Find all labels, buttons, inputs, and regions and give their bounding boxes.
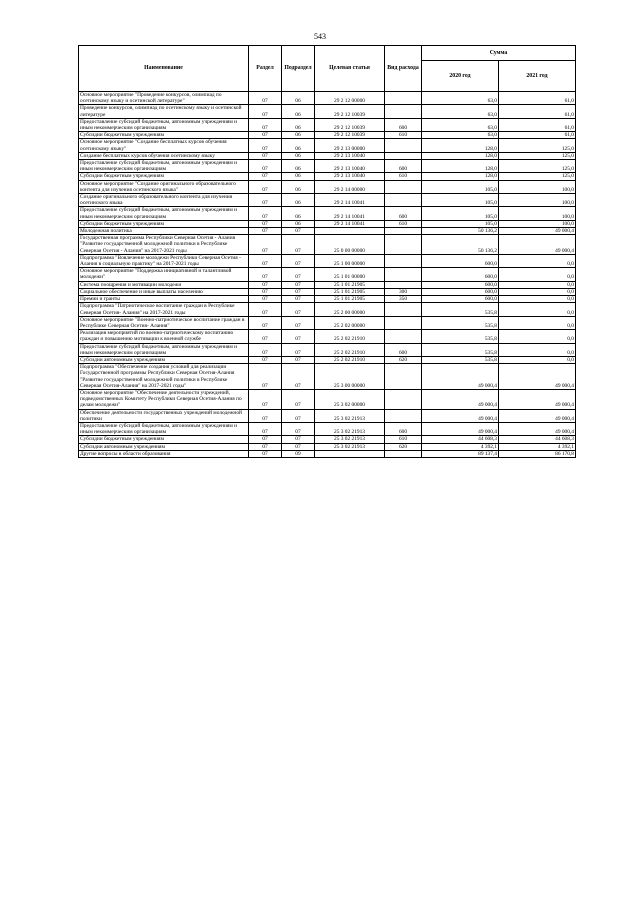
- cell-section: 07: [249, 228, 282, 235]
- cell-section: 07: [249, 356, 282, 363]
- cell-target: 25 3 00 00000: [315, 364, 385, 390]
- cell-expense-type: 600: [385, 118, 422, 131]
- cell-target: 29 2 12 10039: [315, 105, 385, 118]
- cell-section: 07: [249, 436, 282, 443]
- table-row: [79, 316, 576, 329]
- cell-sum-2021: 49 000,4: [499, 389, 576, 409]
- cell-target: 29 2 13 10040: [315, 160, 385, 173]
- cell-section: 07: [249, 389, 282, 409]
- cell-expense-type: 600: [385, 422, 422, 435]
- cell-expense-type: [385, 330, 422, 343]
- cell-sum-2020: 105,0: [422, 220, 499, 227]
- table-row: [79, 443, 576, 450]
- cell-section: 07: [249, 364, 282, 390]
- cell-subsection: 07: [282, 303, 315, 316]
- cell-name: Обеспечение деятельности государственных учреждений молодежной политики: [79, 409, 249, 422]
- cell-sum-2020: 535,8: [422, 330, 499, 343]
- cell-target: 25 2 02 21910: [315, 356, 385, 363]
- cell-section: 07: [249, 281, 282, 288]
- cell-section: 07: [249, 194, 282, 207]
- cell-subsection: 07: [282, 443, 315, 450]
- cell-subsection: 07: [282, 254, 315, 267]
- cell-section: 07: [249, 343, 282, 356]
- cell-sum-2021: 0,0: [499, 254, 576, 267]
- cell-subsection: 07: [282, 235, 315, 255]
- cell-subsection: 07: [282, 316, 315, 329]
- cell-name: Предоставление субсидий бюджетным, автономным учреждениям и иным некоммерческим организациям: [79, 343, 249, 356]
- cell-sum-2021: 49 000,4: [499, 409, 576, 422]
- table-row: [79, 207, 576, 220]
- header-year-2021: 2021 год: [499, 61, 576, 92]
- table-row: [79, 330, 576, 343]
- cell-expense-type: [385, 254, 422, 267]
- cell-subsection: 07: [282, 228, 315, 235]
- cell-sum-2021: 0,0: [499, 288, 576, 295]
- cell-expense-type: 600: [385, 207, 422, 220]
- cell-sum-2021: 125,0: [499, 139, 576, 152]
- table-body: [79, 92, 576, 458]
- header-expense-type: Вид расхода: [385, 46, 422, 92]
- cell-expense-type: 610: [385, 132, 422, 139]
- cell-target: 29 2 14 10041: [315, 220, 385, 227]
- cell-sum-2020: 50 136,2: [422, 235, 499, 255]
- cell-subsection: 06: [282, 118, 315, 131]
- cell-target: 25 2 00 00000: [315, 303, 385, 316]
- cell-sum-2020: 600,0: [422, 281, 499, 288]
- cell-sum-2021: 61,0: [499, 105, 576, 118]
- cell-name: Создание оригинального образовательного контента для изучения осетинского языка: [79, 194, 249, 207]
- cell-sum-2020: 105,0: [422, 194, 499, 207]
- cell-sum-2021: 49 000,4: [499, 228, 576, 235]
- cell-target: 29 2 12 00000: [315, 92, 385, 105]
- cell-subsection: 06: [282, 152, 315, 159]
- cell-subsection: 06: [282, 173, 315, 180]
- cell-target: 25 3 02 21913: [315, 436, 385, 443]
- table-row: [79, 343, 576, 356]
- cell-sum-2021: 100,0: [499, 194, 576, 207]
- cell-subsection: 06: [282, 132, 315, 139]
- cell-target: [315, 228, 385, 235]
- cell-sum-2021: 0,0: [499, 296, 576, 303]
- cell-section: 07: [249, 330, 282, 343]
- cell-target: 29 2 13 10040: [315, 173, 385, 180]
- table-row: [79, 194, 576, 207]
- cell-sum-2021: 125,0: [499, 173, 576, 180]
- cell-section: 07: [249, 296, 282, 303]
- table-row: [79, 303, 576, 316]
- cell-target: 25 2 02 00000: [315, 316, 385, 329]
- cell-sum-2020: 49 000,4: [422, 364, 499, 390]
- cell-target: 25 1 01 21905: [315, 296, 385, 303]
- cell-name: Молодежная политика: [79, 228, 249, 235]
- cell-section: 07: [249, 443, 282, 450]
- cell-target: 29 2 13 10040: [315, 152, 385, 159]
- header-name: Наименование: [79, 46, 249, 92]
- cell-section: 07: [249, 409, 282, 422]
- cell-name: Субсидии бюджетным учреждениям: [79, 173, 249, 180]
- cell-name: Предоставление субсидий бюджетным, автономным учреждениям и иным некоммерческим организациям: [79, 207, 249, 220]
- cell-section: 07: [249, 105, 282, 118]
- cell-name: Подпрограмма "Патриотическое воспитание граждан в Республике Северная Осетия- Алания" на 2017-2021 годы: [79, 303, 249, 316]
- cell-name: Субсидии бюджетным учреждениям: [79, 436, 249, 443]
- cell-target: 29 2 13 00000: [315, 139, 385, 152]
- cell-name: Субсидии автономным учреждениям: [79, 356, 249, 363]
- cell-name: Основное мероприятие "Создание бесплатных курсов обучения осетинскому языку": [79, 139, 249, 152]
- cell-sum-2021: 125,0: [499, 160, 576, 173]
- cell-target: 25 2 02 21910: [315, 343, 385, 356]
- cell-subsection: 06: [282, 220, 315, 227]
- cell-sum-2020: 4 392,1: [422, 443, 499, 450]
- table-row: [79, 268, 576, 281]
- cell-expense-type: [385, 92, 422, 105]
- cell-expense-type: [385, 228, 422, 235]
- table-row: [79, 173, 576, 180]
- cell-subsection: 07: [282, 389, 315, 409]
- table-row: [79, 139, 576, 152]
- cell-expense-type: [385, 152, 422, 159]
- cell-sum-2021: 61,0: [499, 92, 576, 105]
- cell-expense-type: [385, 139, 422, 152]
- cell-sum-2021: 0,0: [499, 343, 576, 356]
- cell-name: Субсидии бюджетным учреждениям: [79, 132, 249, 139]
- table-row: [79, 436, 576, 443]
- cell-target: 25 3 02 21913: [315, 422, 385, 435]
- table-row: [79, 118, 576, 131]
- cell-sum-2020: 49 000,4: [422, 409, 499, 422]
- cell-expense-type: [385, 316, 422, 329]
- cell-subsection: 07: [282, 436, 315, 443]
- cell-sum-2020: 63,0: [422, 118, 499, 131]
- cell-sum-2021: 49 000,4: [499, 422, 576, 435]
- table-row: [79, 389, 576, 409]
- cell-expense-type: [385, 389, 422, 409]
- table-row: [79, 235, 576, 255]
- cell-sum-2021: 0,0: [499, 268, 576, 281]
- cell-expense-type: [385, 180, 422, 193]
- cell-subsection: 06: [282, 207, 315, 220]
- cell-expense-type: 350: [385, 296, 422, 303]
- cell-sum-2021: 0,0: [499, 330, 576, 343]
- cell-subsection: 07: [282, 356, 315, 363]
- table-row: [79, 409, 576, 422]
- table-row: [79, 450, 576, 457]
- cell-target: [315, 450, 385, 457]
- header-target: Целевая статья: [315, 46, 385, 92]
- cell-expense-type: 300: [385, 288, 422, 295]
- cell-sum-2021: 0,0: [499, 303, 576, 316]
- cell-section: 07: [249, 235, 282, 255]
- cell-expense-type: [385, 450, 422, 457]
- cell-name: Другие вопросы в области образования: [79, 450, 249, 457]
- cell-sum-2020: 535,8: [422, 356, 499, 363]
- table-row: [79, 92, 576, 105]
- cell-section: 07: [249, 160, 282, 173]
- cell-subsection: 06: [282, 180, 315, 193]
- header-sum: Сумма: [422, 46, 576, 61]
- cell-name: Реализация мероприятий по военно-патриотическому воспитанию граждан и повышению мотивации к военной службе: [79, 330, 249, 343]
- cell-name: Основное мероприятие "Проведение конкурсов, олимпиад по осетинскому языку и осетинской литературе": [79, 92, 249, 105]
- cell-sum-2020: 49 000,4: [422, 389, 499, 409]
- cell-sum-2020: 105,0: [422, 207, 499, 220]
- table-row: [79, 364, 576, 390]
- cell-name: Социальное обеспечение и иные выплаты населению: [79, 288, 249, 295]
- cell-expense-type: 600: [385, 343, 422, 356]
- cell-expense-type: 610: [385, 173, 422, 180]
- table-row: [79, 422, 576, 435]
- cell-section: 07: [249, 268, 282, 281]
- cell-target: 25 1 00 00000: [315, 254, 385, 267]
- table-row: [79, 220, 576, 227]
- cell-expense-type: 610: [385, 436, 422, 443]
- cell-name: Создание бесплатных курсов обучения осетинскому языку: [79, 152, 249, 159]
- budget-table: [78, 45, 576, 458]
- cell-subsection: 07: [282, 343, 315, 356]
- cell-section: 07: [249, 132, 282, 139]
- table-row: [79, 152, 576, 159]
- cell-sum-2020: 63,0: [422, 92, 499, 105]
- cell-expense-type: 600: [385, 160, 422, 173]
- cell-name: Основное мероприятие "Военно-патриотическое воспитание граждан в Республике Северная Осетия- Алания": [79, 316, 249, 329]
- cell-sum-2020: 535,8: [422, 316, 499, 329]
- cell-sum-2021: 61,0: [499, 132, 576, 139]
- cell-sum-2020: 89 137,4: [422, 450, 499, 457]
- table-row: [79, 288, 576, 295]
- cell-subsection: 07: [282, 281, 315, 288]
- cell-sum-2021: 0,0: [499, 281, 576, 288]
- table-row: [79, 296, 576, 303]
- table-row: [79, 254, 576, 267]
- cell-sum-2021: 61,0: [499, 118, 576, 131]
- cell-target: 25 3 02 21913: [315, 443, 385, 450]
- cell-name: Предоставление субсидий бюджетным, автономным учреждениям и иным некоммерческим организациям: [79, 160, 249, 173]
- table-row: [79, 105, 576, 118]
- cell-target: 29 2 12 10039: [315, 118, 385, 131]
- cell-target: 25 1 01 00000: [315, 268, 385, 281]
- cell-name: Система поощрения и мотивации молодежи: [79, 281, 249, 288]
- cell-target: 25 1 01 21905: [315, 288, 385, 295]
- header-year-2020: 2020 год: [422, 61, 499, 92]
- table-row: [79, 132, 576, 139]
- cell-expense-type: [385, 364, 422, 390]
- cell-name: Основное мероприятие "Создание оригинального образовательного контента для изучения осетинского языка": [79, 180, 249, 193]
- cell-sum-2021: 100,0: [499, 180, 576, 193]
- cell-subsection: 06: [282, 160, 315, 173]
- page-number: 543: [314, 32, 326, 41]
- cell-target: 25 3 02 21913: [315, 409, 385, 422]
- header-subsection: Подраздел: [282, 46, 315, 92]
- cell-sum-2020: 63,0: [422, 132, 499, 139]
- table-row: [79, 160, 576, 173]
- table-row: [79, 356, 576, 363]
- cell-expense-type: 620: [385, 356, 422, 363]
- cell-subsection: 09: [282, 450, 315, 457]
- cell-section: 07: [249, 254, 282, 267]
- cell-subsection: 06: [282, 92, 315, 105]
- cell-name: Подпрограмма "Обеспечение создания условий для реализации Государственной программы Республики Северная Осетия-Алания "Развитие государственной молодежной политики в Республике Северная Осетия-Алания" на 2017-2021 годы": [79, 364, 249, 390]
- cell-expense-type: 620: [385, 443, 422, 450]
- cell-sum-2021: 4 392,1: [499, 443, 576, 450]
- cell-sum-2021: 0,0: [499, 356, 576, 363]
- cell-section: 07: [249, 152, 282, 159]
- cell-section: 07: [249, 173, 282, 180]
- cell-sum-2020: 128,0: [422, 173, 499, 180]
- cell-expense-type: [385, 409, 422, 422]
- cell-sum-2020: 128,0: [422, 160, 499, 173]
- cell-target: 29 2 14 00000: [315, 180, 385, 193]
- cell-sum-2021: 49 000,4: [499, 235, 576, 255]
- cell-section: 07: [249, 220, 282, 227]
- cell-subsection: 07: [282, 422, 315, 435]
- cell-sum-2020: 535,8: [422, 343, 499, 356]
- cell-sum-2020: 600,0: [422, 288, 499, 295]
- cell-name: Субсидии бюджетным учреждениям: [79, 220, 249, 227]
- cell-expense-type: [385, 105, 422, 118]
- cell-subsection: 07: [282, 288, 315, 295]
- cell-expense-type: 610: [385, 220, 422, 227]
- cell-section: 07: [249, 316, 282, 329]
- cell-section: 07: [249, 303, 282, 316]
- table-row: [79, 180, 576, 193]
- cell-sum-2021: 49 000,4: [499, 364, 576, 390]
- cell-name: Основное мероприятие "Обеспечение деятельности учреждений, подведомственных Комитету Республики Северная Осетия-Алания по делам молодежи": [79, 389, 249, 409]
- table-row: [79, 228, 576, 235]
- cell-sum-2020: 105,0: [422, 180, 499, 193]
- cell-sum-2020: 600,0: [422, 296, 499, 303]
- cell-section: 07: [249, 92, 282, 105]
- cell-subsection: 06: [282, 194, 315, 207]
- cell-sum-2020: 535,8: [422, 303, 499, 316]
- cell-subsection: 06: [282, 139, 315, 152]
- cell-target: 25 3 02 00000: [315, 389, 385, 409]
- cell-sum-2020: 49 000,4: [422, 422, 499, 435]
- cell-target: 29 2 14 10041: [315, 207, 385, 220]
- cell-target: 25 1 01 21905: [315, 281, 385, 288]
- cell-expense-type: [385, 235, 422, 255]
- cell-sum-2020: 63,0: [422, 105, 499, 118]
- cell-section: 07: [249, 207, 282, 220]
- cell-subsection: 07: [282, 330, 315, 343]
- cell-sum-2021: 0,0: [499, 316, 576, 329]
- cell-sum-2020: 50 136,2: [422, 228, 499, 235]
- cell-name: Предоставление субсидий бюджетным, автономным учреждениям и иным некоммерческим организациям: [79, 118, 249, 131]
- cell-name: Проведение конкурсов, олимпиад по осетинскому языку и осетинской литературе: [79, 105, 249, 118]
- cell-section: 07: [249, 118, 282, 131]
- cell-sum-2020: 128,0: [422, 152, 499, 159]
- cell-subsection: 07: [282, 296, 315, 303]
- cell-target: 29 2 14 10041: [315, 194, 385, 207]
- cell-sum-2021: 125,0: [499, 152, 576, 159]
- cell-subsection: 07: [282, 268, 315, 281]
- cell-sum-2020: 128,0: [422, 139, 499, 152]
- cell-expense-type: [385, 281, 422, 288]
- cell-name: Подпрограмма "Вовлечение молодежи Республики Северная Осетия - Алания в социальную практику" на 2017-2021 годы: [79, 254, 249, 267]
- cell-section: 07: [249, 288, 282, 295]
- cell-name: Предоставление субсидий бюджетным, автономным учреждениям и иным некоммерческим организациям: [79, 422, 249, 435]
- cell-sum-2021: 44 608,3: [499, 436, 576, 443]
- cell-expense-type: [385, 268, 422, 281]
- cell-section: 07: [249, 450, 282, 457]
- cell-sum-2021: 100,0: [499, 220, 576, 227]
- cell-name: Основное мероприятие "Поддержка инициативной и талантливой молодежи": [79, 268, 249, 281]
- cell-sum-2020: 600,0: [422, 268, 499, 281]
- cell-name: Государственная программа Республики Северная Осетия - Алания "Развитие государственной молодежной политики в Республике Северная Осетия - Алания" на 2017-2021 годы: [79, 235, 249, 255]
- cell-subsection: 07: [282, 364, 315, 390]
- cell-sum-2020: 44 608,3: [422, 436, 499, 443]
- cell-section: 07: [249, 422, 282, 435]
- cell-expense-type: [385, 303, 422, 316]
- table-row: [79, 281, 576, 288]
- cell-name: Премии и гранты: [79, 296, 249, 303]
- header-section: Раздел: [249, 46, 282, 92]
- cell-name: Субсидии автономным учреждениям: [79, 443, 249, 450]
- cell-sum-2021: 86 170,8: [499, 450, 576, 457]
- cell-subsection: 07: [282, 409, 315, 422]
- cell-section: 07: [249, 180, 282, 193]
- cell-expense-type: [385, 194, 422, 207]
- cell-target: 25 2 02 21910: [315, 330, 385, 343]
- cell-subsection: 06: [282, 105, 315, 118]
- cell-target: 25 0 00 00000: [315, 235, 385, 255]
- cell-section: 07: [249, 139, 282, 152]
- cell-sum-2021: 100,0: [499, 207, 576, 220]
- cell-sum-2020: 600,0: [422, 254, 499, 267]
- cell-target: 29 2 12 10039: [315, 132, 385, 139]
